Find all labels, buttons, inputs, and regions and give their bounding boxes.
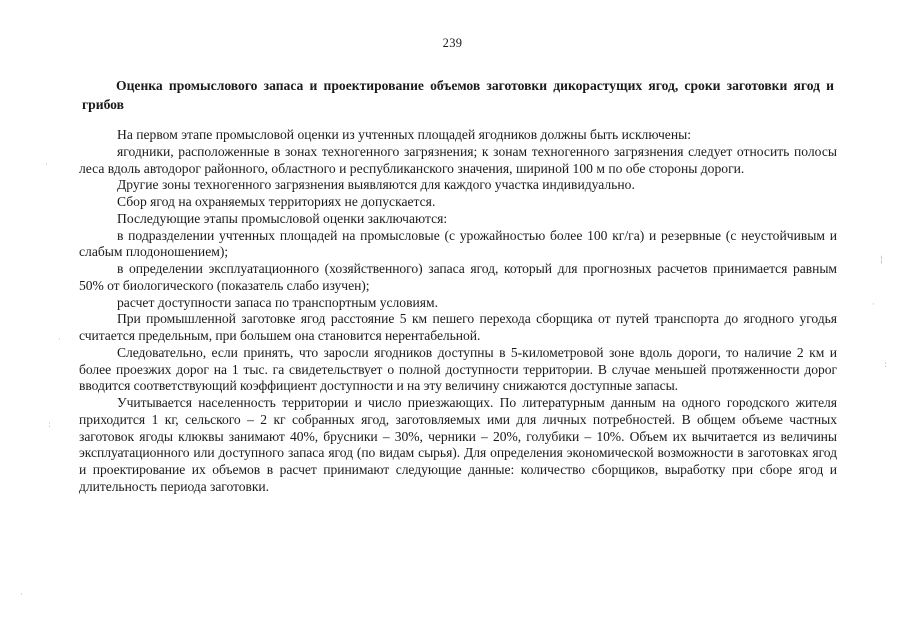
- scan-artifact: ·: [58, 335, 61, 345]
- scan-artifact: ¦: [880, 255, 884, 265]
- scan-artifact: ·: [872, 300, 875, 310]
- scan-artifact: :: [884, 360, 888, 370]
- paragraph-protected-areas: Сбор ягод на охраняемых территориях не допускается.: [117, 194, 436, 209]
- paragraph-walking-distance: При промышленной заготовке ягод расстояние 5 км пешего перехода сборщика от путей транспорта до ягодного угодья считается предельным, при большем она становится нерентабельной.: [79, 311, 837, 343]
- page-number: 239: [442, 36, 463, 50]
- paragraph-operational-reserve: в определении эксплуатационного (хозяйственного) запаса ягод, который для прогнозных расчетов принимается равным 50% от биологического (показатель слабо изучен);: [79, 261, 837, 293]
- paragraph-next-stages: Последующие этапы промысловой оценки заключаются:: [117, 210, 448, 226]
- paragraph-other-zones: Другие зоны техногенного загрязнения выявляются для каждого участка индивидуально.: [117, 177, 635, 193]
- scan-artifact: ·: [45, 160, 48, 170]
- paragraph-accessibility: расчет доступности запаса по транспортным условиям.: [117, 294, 439, 310]
- section-title: Оценка промыслового запаса и проектирование объемов заготовки дикорастущих ягод, сроки заготовки ягод и грибов: [82, 78, 834, 112]
- paragraph-population: Учитывается населенность территории и число приезжающих. По литературным данным на одного городского жителя приходится 1 кг, сельского – 2 кг собранных ягод, заготовляемых ими для личных потребностей. В общем объеме частных заготовок ягоды клюквы занимают 40%, брусники – 30%, черники – 20%, голубики – 10%. Объем их вычитается из величины эксплуатационного или доступного запаса ягод (по видам сырья). Для определения экономической возможности в заготовках ягод и проектирование их объемов в расчет принимают следующие данные: количество сборщиков, выработку при сборе ягод и длительность периода заготовки.: [79, 395, 837, 494]
- paragraph-exclusion-pollution: ягодники, расположенные в зонах техногенного загрязнения; к зонам техногенного загрязнения следует относить полосы леса вдоль автодорог районного, областного и республиканского значения, шириной 100 м по обе стороны дороги.: [79, 143, 837, 176]
- paragraph-intro: На первом этапе промысловой оценки из учтенных площадей ягодников должны быть исключены:: [117, 127, 692, 142]
- scan-artifact: ·: [20, 590, 23, 600]
- paragraph-subdivision: в подразделении учтенных площадей на промысловые (с урожайностью более 100 кг/га) и резервные (с неустойчивым и слабым плодоношением);: [79, 227, 837, 260]
- paragraph-road-coefficient: Следовательно, если принять, что заросли ягодников доступны в 5-километровой зоне вдоль дороги, то наличие 2 км и более проезжих дорог на 1 тыс. га свидетельствует о полной доступности территории. В случае меньшей протяженности дорог вводится соответствующий коэффициент доступности и на эту величину снижаются доступные запасы.: [79, 344, 837, 394]
- body-text: [79, 127, 837, 496]
- scan-artifact: :: [48, 420, 52, 430]
